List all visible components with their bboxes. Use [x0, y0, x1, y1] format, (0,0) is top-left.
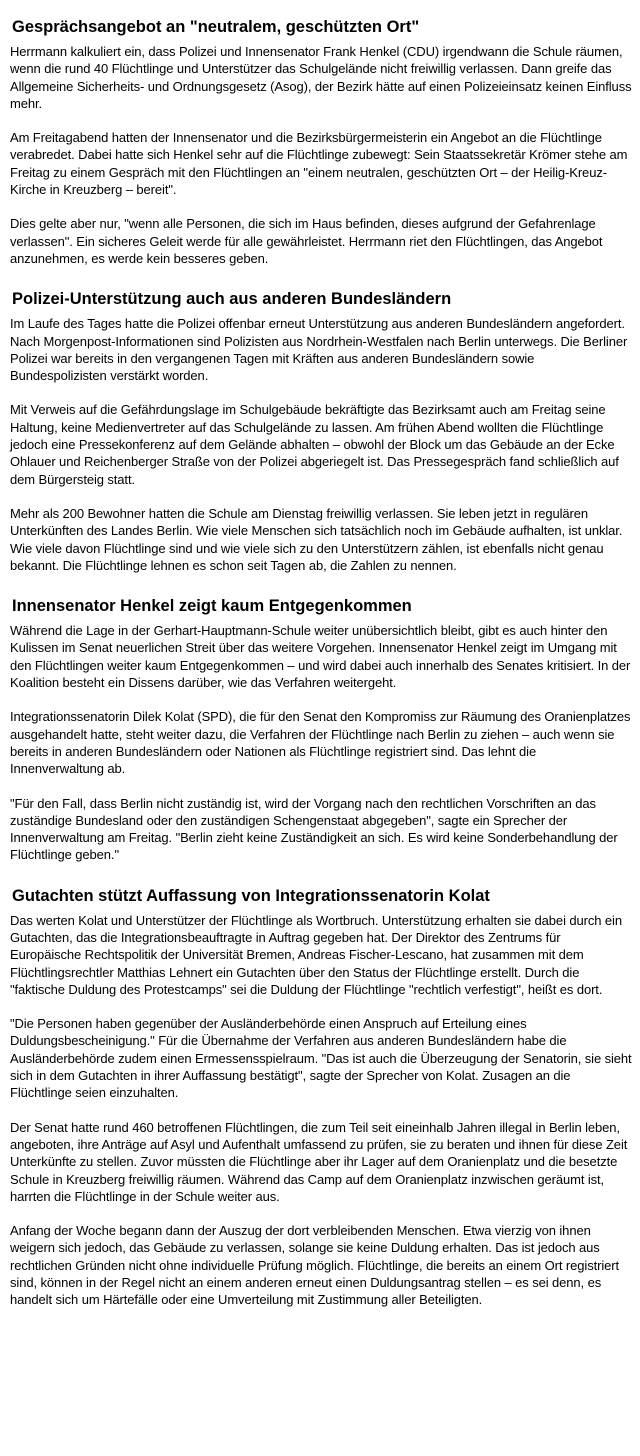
paragraph: Anfang der Woche begann dann der Auszug der dort verbleibenden Menschen. Etwa vierzig von ihnen weigern sich jedoch, das Gebäude zu verlassen, solange sie keine Duldung erhalten. Das ist jedoch aus rechtlichen Gründen nicht ohne individuelle Prüfung möglich. Flüchtlinge, die bereits an einem Ort registriert sind, können in der Regel nicht an einem anderen erneut einen Duldungsantrag stellen – es sei denn, es handelt sich um Härtefälle oder eine Umverteilung mit Zustimmung aller Beteiligten. [10, 1223, 619, 1308]
paragraph: Integrationssenatorin Dilek Kolat (SPD), die für den Senat den Kompromiss zur Räumung des Oranienplatzes ausgehandelt hatte, steht weiter dazu, die Verfahren der Flüchtlinge nach Berlin zu ziehen – auch wenn sie bereits in anderen Bundesländern oder Nationen als Flüchtlinge registriert sind. Das lehnt die Innenverwaltung ab. [10, 709, 631, 777]
article-section [10, 17, 632, 267]
paragraph: "Die Personen haben gegenüber der Ausländerbehörde einen Anspruch auf Erteilung eines Duldungsbescheinigung." Für die Übernahme der Verfahren aus anderen Bundesländern habe die Ausländerbehörde zudem einen Ermessensspielraum. "Das ist auch die Überzeugung der Senatorin, sie sieht sich in dem Gutachten in ihrer Auffassung bestätigt", sagte der Sprecher von Kolat. Zusagen an die Flüchtlinge seien einzuhalten. [10, 1016, 632, 1101]
paragraph: Dies gelte aber nur, "wenn alle Personen, die sich im Haus befinden, dieses aufgrund der Gefahrenlage verlassen". Ein sicheres Geleit werde für alle gewährleistet. Herrmann riet den Flüchtlingen, das Angebot anzunehmen, es werde kein besseres geben. [10, 216, 603, 266]
section-heading: Innensenator Henkel zeigt kaum Entgegenkommen [12, 597, 412, 616]
paragraph: Am Freitagabend hatten der Innensenator und die Bezirksbürgermeisterin ein Angebot an die Flüchtlinge verabredet. Dabei hatte sich Henkel sehr auf die Flüchtlinge zubewegt: Sein Staatssekretär Krömer stehe am Freitag zu einem Gespräch mit den Flüchtlingen an "einem neutralen, geschützten Ort – der Heilig-Kreuz-Kirche in Kreuzberg – bereit". [10, 130, 628, 198]
paragraph: Im Laufe des Tages hatte die Polizei offenbar erneut Unterstützung aus anderen Bundesländern angefordert. Nach Morgenpost-Informationen sind Polizisten aus Nordrhein-Westfalen nach Berlin unterwegs. Die Berliner Polizei war bereits in den vergangenen Tagen mit Kräften aus anderen Bundesländern sowie Bundespolizisten verstärkt worden. [10, 316, 628, 384]
paragraph: Mit Verweis auf die Gefährdungslage im Schulgebäude bekräftigte das Bezirksamt auch am Freitag seine Haltung, keine Medienvertreter auf das Schulgelände zu lassen. Am frühen Abend wollten die Flüchtlinge jedoch eine Pressekonferenz auf dem Gelände abhalten – obwohl der Block um das Gebäude an der Ecke Ohlauer und Reichenberger Straße von der Polizei abgeriegelt ist. Das Pressegespräch fand schließlich auf dem Bürgersteig statt. [10, 402, 619, 487]
paragraph: Während die Lage in der Gerhart-Hauptmann-Schule weiter unübersichtlich bleibt, gibt es auch hinter den Kulissen im Senat neuerlichen Streit über das weitere Vorgehen. Innensenator Henkel zeigt im Umgang mit den Flüchtlingen weiter kaum Entgegenkommen – und wird dabei auch innerhalb des Senates kritisiert. In der Koalition besteht ein Dissens darüber, wie das Verfahren weitergeht. [10, 623, 631, 691]
article-section [10, 289, 632, 574]
paragraph: Das werten Kolat und Unterstützer der Flüchtlinge als Wortbruch. Unterstützung erhalten sie dabei durch ein Gutachten, das die Integrationsbeauftragte in Auftrag gegeben hat. Der Direktor des Zentrums für Europäische Rechtspolitik der Universität Bremen, Andreas Fischer-Lescano, hat zusammen mit dem Flüchtlingsrechtler Matthias Lehnert ein Gutachten über den Status der Flüchtlinge erstellt. Durch die "faktische Duldung des Protestcamps" sei die Duldung der Flüchtlinge "rechtlich verfestigt", heißt es dort. [10, 912, 622, 997]
section-heading: Gutachten stützt Auffassung von Integrationssenatorin Kolat [12, 886, 490, 905]
paragraph: "Für den Fall, dass Berlin nicht zuständig ist, wird der Vorgang nach den rechtlichen Vorschriften an das zuständige Bundesland oder den zuständigen Schengenstaat abgegeben", sagte ein Sprecher der Innenverwaltung am Freitag. "Berlin zieht keine Zuständigkeit an sich. Es wird keine Sonderbehandlung der Flüchtlinge geben." [10, 795, 618, 863]
paragraph: Mehr als 200 Bewohner hatten die Schule am Dienstag freiwillig verlassen. Sie leben jetzt in regulären Unterkünften des Landes Berlin. Wie viele Menschen sich tatsächlich noch im Gebäude aufhalten, ist unklar. Wie viele davon Flüchtlinge sind und wie viele sich zu den Unterstützern zählen, ist ebenfalls nicht genau bekannt. Die Flüchtlinge lehnen es schon seit Tagen ab, die Zahlen zu nennen. [10, 505, 623, 573]
paragraph: Herrmann kalkuliert ein, dass Polizei und Innensenator Frank Henkel (CDU) irgendwann die Schule räumen, wenn die rund 40 Flüchtlinge und Unterstützer das Schulgelände nicht freiwillig verlassen. Dann greife das Allgemeine Sicherheits- und Ordnungsgesetz (Asog), der Bezirk hätte auf einen Polizeieinsatz keinen Einfluss mehr. [10, 44, 632, 111]
section-heading: Polizei-Unterstützung auch aus anderen Bundesländern [12, 290, 452, 309]
paragraph: Der Senat hatte rund 460 betroffenen Flüchtlingen, die zum Teil seit eineinhalb Jahren illegal in Berlin leben, angeboten, ihre Anträge auf Asyl und Aufenthalt umfassend zu prüfen, sie zu beraten und ihnen für diese Zeit Unterkünfte zu stellen. Zuvor müssten die Flüchtlinge aber ihr Lager auf dem Oranienplatz und die besetzte Schule in Kreuzberg freiwillig räumen. Während das Camp auf dem Oranienplatz inzwischen geräumt ist, harrten die Flüchtlinge in der Schule weiter aus. [10, 1119, 628, 1204]
article-section [10, 596, 632, 864]
section-heading: Gesprächsangebot an "neutralem, geschützten Ort" [12, 18, 420, 36]
article-section [10, 886, 632, 1309]
